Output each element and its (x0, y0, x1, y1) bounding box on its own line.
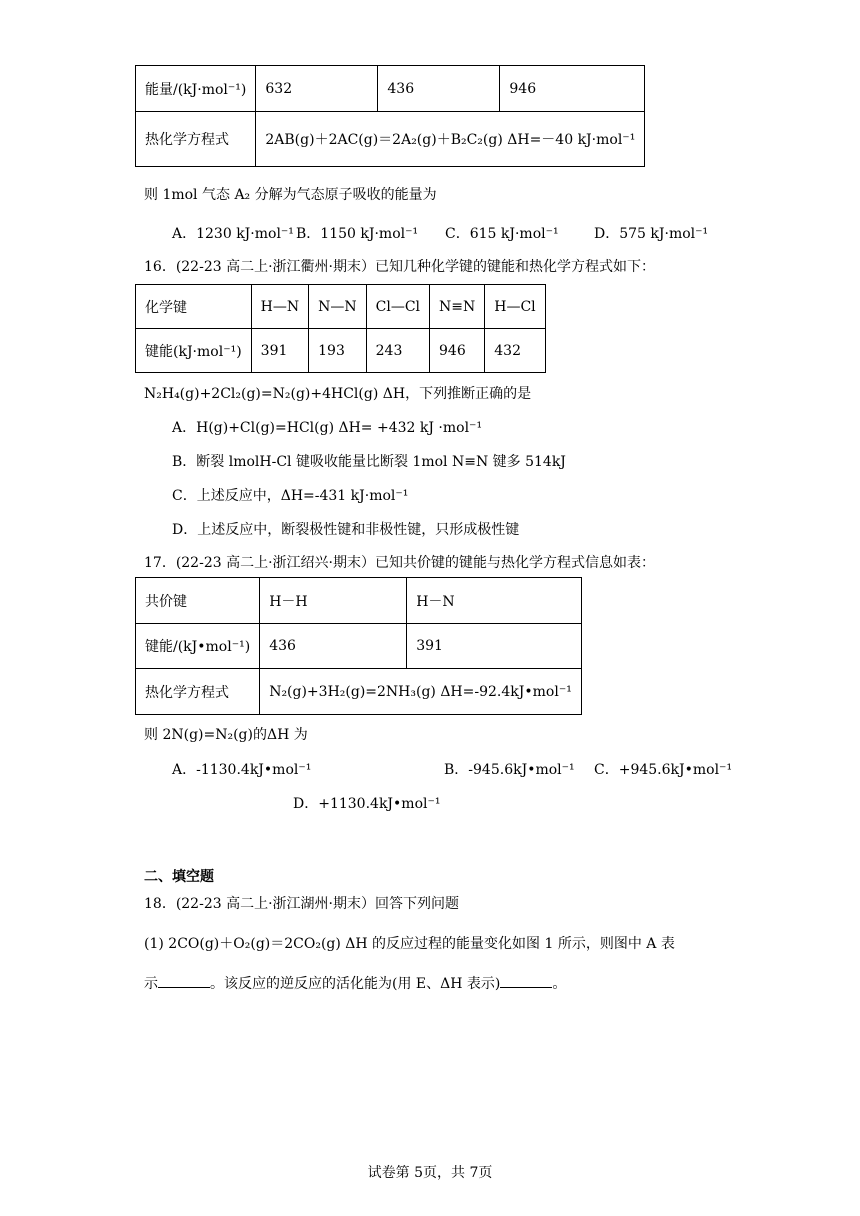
q15-table-cell: 热化学方程式 (136, 112, 256, 167)
answer-blank[interactable] (158, 973, 210, 988)
answer-blank[interactable] (500, 973, 552, 988)
q18-part1-text: 。 (552, 976, 567, 992)
q17-table-cell: 436 (260, 624, 407, 669)
q16-table-cell: H—N (251, 285, 308, 329)
q15-option-c: C．615 kJ·mol⁻¹ (445, 226, 559, 242)
q15-table (135, 65, 645, 167)
q15-table-equation: 2AB(g)＋2AC(g)＝2A₂(g)＋B₂C₂(g) ΔH=－40 kJ·mol⁻¹ (256, 112, 645, 167)
q16-table-cell: N≡N (430, 285, 485, 329)
q16-table-cell: N—N (309, 285, 367, 329)
q16-equation: N₂H₄(g)+2Cl₂(g)=N₂(g)+4HCl(g) ΔH，下列推断正确的是 (144, 386, 532, 402)
q17-ask: 则 2N(g)=N₂(g)的ΔH 为 (144, 727, 308, 743)
q16-table-cell: H—Cl (485, 285, 545, 329)
q15-stem: 则 1mol 气态 A₂ 分解为气态原子吸收的能量为 (144, 187, 437, 203)
q18-part1-line2 (144, 973, 566, 993)
section-title: 二、填空题 (144, 869, 214, 885)
q17-table-cell: H－H (260, 578, 407, 624)
q17-option-b: B．-945.6kJ•mol⁻¹ (444, 762, 575, 778)
q18-stem: 18．(22-23 高二上·浙江湖州·期末）回答下列问题 (144, 896, 459, 912)
q16-table-cell: 391 (251, 329, 308, 373)
q17-option-d: D．+1130.4kJ•mol⁻¹ (293, 796, 441, 812)
q16-option-b: B．断裂 lmolH-Cl 键吸收能量比断裂 1mol N≡N 键多 514kJ (172, 454, 566, 470)
q17-table-cell: 热化学方程式 (136, 669, 260, 715)
q15-table-cell: 436 (378, 66, 500, 112)
q15-table-cell: 632 (256, 66, 378, 112)
q16-table-cell: 化学键 (136, 285, 252, 329)
q18-part1-text: 示 (144, 976, 158, 992)
q16-option-c: C．上述反应中，ΔH=-431 kJ·mol⁻¹ (172, 488, 409, 504)
q17-option-a: A．-1130.4kJ•mol⁻¹ (172, 762, 312, 778)
q16-table-cell: 243 (366, 329, 429, 373)
q16-table-cell: 193 (309, 329, 367, 373)
q16-table (135, 284, 546, 373)
q17-option-c: C．+945.6kJ•mol⁻¹ (594, 762, 733, 778)
q15-option-d: D．575 kJ·mol⁻¹ (594, 226, 709, 242)
q15-table-cell: 能量/(kJ·mol⁻¹) (136, 66, 256, 112)
q17-table-equation: N₂(g)+3H₂(g)=2NH₃(g) ΔH=-92.4kJ•mol⁻¹ (260, 669, 582, 715)
q16-stem: 16．(22-23 高二上·浙江衢州·期末）已知几种化学键的键能和热化学方程式如下： (144, 259, 655, 275)
q18-part1-line1: (1) 2CO(g)＋O₂(g)＝2CO₂(g) ΔH 的反应过程的能量变化如图 1 所示，则图中 A 表 (144, 936, 675, 952)
q17-table-cell: H－N (407, 578, 582, 624)
q16-option-d: D．上述反应中，断裂极性键和非极性键，只形成极性键 (172, 522, 520, 538)
q15-option-a: A．1230 kJ·mol⁻¹ (172, 226, 294, 242)
q16-table-cell: 432 (485, 329, 545, 373)
q17-table-cell: 391 (407, 624, 582, 669)
q16-table-cell: 键能(kJ·mol⁻¹) (136, 329, 252, 373)
q16-table-cell: Cl—Cl (366, 285, 429, 329)
q17-table (135, 577, 582, 715)
q17-table-cell: 共价键 (136, 578, 260, 624)
q17-table-cell: 键能/(kJ•mol⁻¹) (136, 624, 260, 669)
q16-table-cell: 946 (430, 329, 485, 373)
q15-option-b: B．1150 kJ·mol⁻¹ (296, 226, 419, 242)
q17-stem: 17．(22-23 高二上·浙江绍兴·期末）已知共价键的键能与热化学方程式信息如表： (144, 555, 655, 571)
page-footer: 试卷第 5页，共 7页 (367, 1165, 493, 1181)
q18-part1-text: 。该反应的逆反应的活化能为(用 E、ΔH 表示) (210, 976, 501, 992)
q16-option-a: A．H(g)+Cl(g)=HCl(g) ΔH= +432 kJ ·mol⁻¹ (172, 420, 483, 436)
q15-table-cell: 946 (500, 66, 645, 112)
